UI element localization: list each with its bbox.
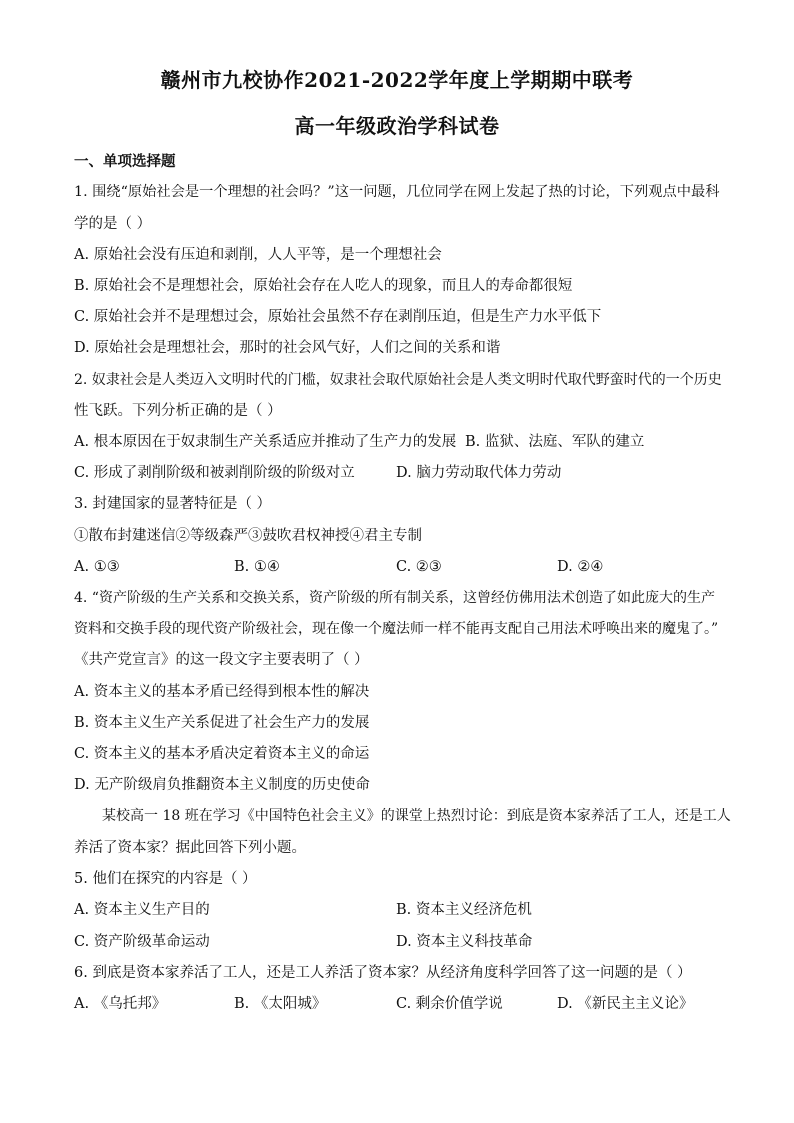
question-4-option-b: B. 资本主义生产关系促进了社会生产力的发展 xyxy=(74,715,370,731)
question-3-option-a: A. ①③ xyxy=(74,559,120,575)
question-3-items: ①散布封建迷信②等级森严③鼓吹君权神授④君主专制 xyxy=(74,528,422,544)
question-1-option-d: D. 原始社会是理想社会，那时的社会风气好，人们之间的关系和谐 xyxy=(74,340,501,356)
question-1-option-c: C. 原始社会并不是理想过会，原始社会虽然不存在剥削压迫，但是生产力水平低下 xyxy=(74,309,602,325)
question-4-stem-line3: 《共产党宣言》的这一段文字主要表明了（ ） xyxy=(74,652,369,668)
question-6-option-c: C. 剩余价值学说 xyxy=(396,996,503,1012)
question-5-option-b: B. 资本主义经济危机 xyxy=(396,902,532,918)
question-1-option-a: A. 原始社会没有压迫和剥削，人人平等，是一个理想社会 xyxy=(74,247,442,263)
question-6-option-d: D. 《新民主主义论》 xyxy=(557,996,694,1012)
question-2-option-a: A. 根本原因在于奴隶制生产关系适应并推动了生产力的发展 xyxy=(74,434,457,450)
question-1-stem-line2: 学的是（ ） xyxy=(74,216,152,232)
question-6-stem: 6. 到底是资本家养活了工人，还是工人养活了资本家？从经济角度科学回答了这一问题的是（ ） xyxy=(74,965,692,981)
question-5-option-c: C. 资产阶级革命运动 xyxy=(74,934,210,950)
question-1-option-b: B. 原始社会不是理想社会，原始社会存在人吃人的现象，而且人的寿命都很短 xyxy=(74,278,573,294)
question-4-stem-line1: 4. “资产阶级的生产关系和交换关系，资产阶级的所有制关系，这曾经仿佛用法术创造了如此庞大的生产 xyxy=(74,590,715,606)
question-3-stem: 3. 封建国家的显著特征是（ ） xyxy=(74,496,272,512)
question-3-option-c: C. ②③ xyxy=(396,559,442,575)
question-6-option-a: A. 《乌托邦》 xyxy=(74,996,167,1012)
question-3-option-b: B. ①④ xyxy=(234,559,280,575)
question-2-option-b: B. 监狱、法庭、军队的建立 xyxy=(465,434,645,450)
question-4-option-d: D. 无产阶级肩负推翻资本主义制度的历史使命 xyxy=(74,777,370,793)
question-2-option-c: C. 形成了剥削阶级和被剥削阶级的阶级对立 xyxy=(74,465,355,481)
material-paragraph-line1: 某校高一 18 班在学习《中国特色社会主义》的课堂上热烈讨论：到底是资本家养活了工人，还是工人 xyxy=(102,808,731,824)
question-3-option-d: D. ②④ xyxy=(557,559,604,575)
question-4-option-c: C. 资本主义的基本矛盾决定着资本主义的命运 xyxy=(74,746,370,762)
question-5-option-a: A. 资本主义生产目的 xyxy=(74,902,210,918)
question-2-stem-line2: 性飞跃。下列分析正确的是（ ） xyxy=(74,403,282,419)
question-2-option-d: D. 脑力劳动取代体力劳动 xyxy=(396,465,562,481)
question-4-stem-line2: 资料和交换手段的现代资产阶级社会，现在像一个魔法师一样不能再支配自己用法术呼唤出来的魔鬼了。” xyxy=(74,621,719,637)
exam-title: 赣州市九校协作2021-2022学年度上学期期中联考 xyxy=(160,68,634,92)
exam-subtitle: 高一年级政治学科试卷 xyxy=(294,114,500,138)
material-paragraph-line2: 养活了资本家？据此回答下列小题。 xyxy=(74,840,306,856)
question-4-option-a: A. 资本主义的基本矛盾已经得到根本性的解决 xyxy=(74,684,370,700)
question-6-option-b: B. 《太阳城》 xyxy=(234,996,327,1012)
section-heading: 一、单项选择题 xyxy=(74,153,176,170)
question-2-stem-line1: 2. 奴隶社会是人类迈入文明时代的门槛，奴隶社会取代原始社会是人类文明时代取代野蛮时代的一个历史 xyxy=(74,372,722,388)
question-1-stem-line1: 1. 围绕“原始社会是一个理想的社会吗？”这一问题，几位同学在网上发起了热的讨论，下列观点中最科 xyxy=(74,184,720,200)
question-5-option-d: D. 资本主义科技革命 xyxy=(396,934,533,950)
question-5-stem: 5. 他们在探究的内容是（ ） xyxy=(74,871,257,887)
